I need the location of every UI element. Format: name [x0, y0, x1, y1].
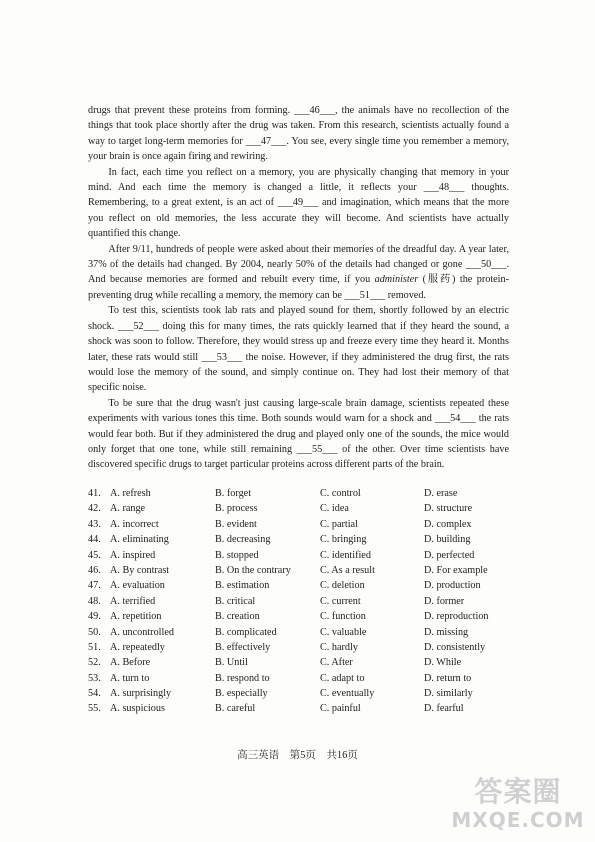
- option-b: B. complicated: [215, 626, 277, 638]
- question-number: 49.: [88, 611, 101, 623]
- option-d: D. erase: [424, 488, 458, 499]
- option-d: D. missing: [424, 626, 469, 638]
- italic-term-administer: administer: [374, 274, 419, 286]
- option-c: C. current: [320, 595, 361, 607]
- option-d: D. complex: [424, 518, 472, 530]
- option-d: D. return to: [424, 672, 472, 684]
- option-b: B. stopped: [215, 549, 259, 561]
- answer-options-list: [88, 486, 509, 717]
- passage-paragraph-1: drugs that prevent these proteins from forming. ___46___, the animals have no recollection of the things that took place shortly after the drug was taken. From this research, scientists actually found a way to target long-term memories for ___47___. You see, every single time you remember a memory, your brain is once again firing and rewiring.: [88, 105, 509, 163]
- option-a: A. range: [110, 503, 146, 515]
- option-c: C. partial: [320, 518, 358, 530]
- option-row: [88, 532, 509, 547]
- option-c: C. idea: [320, 503, 349, 515]
- option-c: C. eventually: [320, 688, 375, 700]
- option-d: D. building: [424, 534, 471, 546]
- question-number: 46.: [88, 564, 101, 576]
- option-b: B. decreasing: [215, 534, 271, 546]
- option-d: D. While: [424, 657, 462, 669]
- option-row: [88, 640, 509, 655]
- question-number: 50.: [88, 626, 101, 638]
- option-row: [88, 609, 509, 624]
- question-number: 54.: [88, 688, 101, 700]
- option-c: C. function: [320, 611, 366, 623]
- option-b: B. especially: [215, 688, 268, 700]
- question-number: 44.: [88, 534, 101, 546]
- passage-paragraph-4: To test this, scientists took lab rats and played sound for them, shortly followed by an electric shock. ___52___ doing this for many times, the rats quickly learned that if they heard the sound, a shock was soon to follow. Therefore, they would stress up and freeze every time they heard it. Months later, these rats would still ___53___ the noise. However, if they administered the drug first, the rats would lose the memory of the sound, and simply continue on. They had lost their memory of that specific noise.: [88, 305, 509, 394]
- option-c: C. As a result: [320, 564, 375, 576]
- option-c: C. valuable: [320, 626, 367, 638]
- option-c: C. bringing: [320, 534, 367, 546]
- option-b: B. critical: [215, 595, 256, 607]
- option-c: C. deletion: [320, 580, 365, 592]
- option-a: A. suspicious: [110, 703, 165, 715]
- option-b: B. Until: [215, 657, 248, 669]
- option-row: [88, 625, 509, 640]
- passage-paragraph-3-part-a: After 9/11, hundreds of people were asked about their memories of the dreadful day. A year later, 37% of the details had changed. By 2004, nearly 50% of the details had changed or gone ___50___. And because memories are formed and rebuilt every time, if you: [88, 243, 509, 286]
- option-a: A. inspired: [110, 549, 156, 561]
- option-a: A. By contrast: [110, 564, 170, 576]
- option-row: [88, 655, 509, 670]
- option-row: [88, 578, 509, 593]
- option-d: D. perfected: [424, 549, 475, 561]
- option-a: A. turn to: [110, 672, 150, 684]
- option-a: A. eliminating: [110, 534, 169, 546]
- option-row: [88, 563, 509, 578]
- question-number: 42.: [88, 503, 101, 515]
- option-b: B. estimation: [215, 580, 270, 592]
- option-row: [88, 671, 509, 686]
- option-a: A. surprisingly: [110, 688, 172, 700]
- question-number: 53.: [88, 672, 101, 684]
- option-c: C. identified: [320, 549, 371, 561]
- option-a: A. terrified: [110, 595, 156, 607]
- watermark-logo: [448, 776, 588, 838]
- option-d: D. For example: [424, 564, 488, 576]
- option-row: [88, 594, 509, 609]
- option-row: [88, 486, 509, 501]
- option-c: C. adapt to: [320, 672, 365, 684]
- option-row: [88, 501, 509, 516]
- passage-paragraph-3: [88, 242, 509, 304]
- option-b: B. respond to: [215, 672, 270, 684]
- option-b: B. On the contrary: [215, 564, 291, 576]
- option-d: D. production: [424, 580, 481, 592]
- page-footer: 高三英语 第5页 共16页: [237, 750, 358, 761]
- option-a: A. Before: [110, 657, 151, 669]
- option-b: B. evident: [215, 518, 257, 530]
- option-a: A. repeatedly: [110, 641, 165, 653]
- passage-paragraph-2: In fact, each time you reflect on a memory, you are physically changing that memory in your mind. And each time the memory is changed a little, it reflects your ___48___ thoughts. Remembering, to a great extent, is an act of ___49___ and imagination, which means that the more you reflect on old memories, the less accurate they will become. And scientists have actually quantified this change.: [88, 166, 509, 240]
- option-c: C. After: [320, 657, 353, 669]
- option-c: C. control: [320, 488, 361, 499]
- option-b: B. creation: [215, 611, 260, 623]
- option-d: D. former: [424, 595, 465, 607]
- option-c: C. hardly: [320, 641, 358, 653]
- question-number: 41.: [88, 488, 101, 499]
- option-d: D. reproduction: [424, 611, 489, 623]
- watermark-text-top: 答案圈: [474, 775, 562, 808]
- option-d: D. fearful: [424, 703, 464, 715]
- question-number: 51.: [88, 641, 101, 653]
- option-a: A. repetition: [110, 611, 162, 623]
- option-a: A. refresh: [110, 488, 151, 499]
- option-b: B. process: [215, 503, 258, 515]
- passage-paragraph-3-part-b: (服药) the protein-preventing drug while recalling a memory, the memory can be ___51___ removed.: [88, 274, 509, 301]
- question-number: 43.: [88, 518, 101, 530]
- question-number: 55.: [88, 703, 101, 715]
- option-a: A. incorrect: [110, 518, 159, 530]
- question-number: 45.: [88, 549, 101, 561]
- question-number: 47.: [88, 580, 101, 592]
- option-row: [88, 548, 509, 563]
- option-a: A. uncontrolled: [110, 626, 174, 638]
- option-d: D. consistently: [424, 641, 486, 653]
- option-b: B. effectively: [215, 641, 271, 653]
- option-row: [88, 701, 509, 716]
- question-number: 52.: [88, 657, 101, 669]
- option-d: D. structure: [424, 503, 473, 515]
- question-number: 48.: [88, 595, 101, 607]
- option-a: A. evaluation: [110, 580, 165, 592]
- passage-paragraph-5: To be sure that the drug wasn't just causing large-scale brain damage, scientists repeated these experiments with various tones this time. Both sounds would warn for a shock and ___54___ the rats would fear both. But if they administered the drug and played only one of the sounds, the mice would only forget that one tone, while still remaining ___55___ of the other. Over time scientists have discovered specific drugs to target particular proteins across different parts of the brain.: [88, 397, 509, 471]
- watermark-text-bottom: MXQE.COM: [451, 808, 585, 832]
- cloze-passage: [88, 103, 509, 473]
- option-b: B. careful: [215, 703, 256, 715]
- option-row: [88, 686, 509, 701]
- option-b: B. forget: [215, 488, 252, 499]
- option-c: C. painful: [320, 703, 361, 715]
- option-d: D. similarly: [424, 688, 473, 700]
- option-row: [88, 517, 509, 532]
